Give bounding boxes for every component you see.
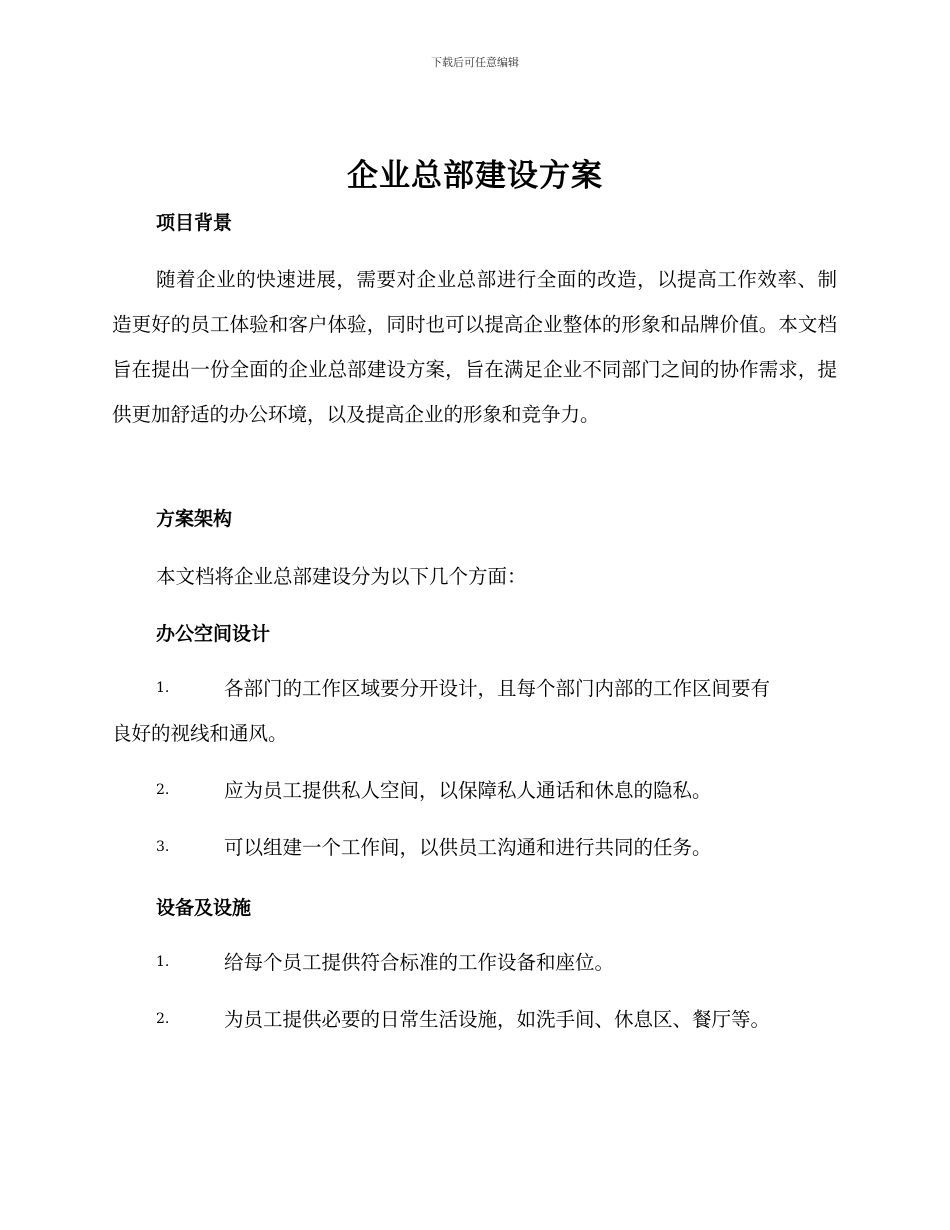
list-number: 1. bbox=[156, 680, 170, 696]
document-title: 企业总部建设方案 bbox=[347, 158, 603, 194]
list-text: 为员工提供必要的日常生活设施，如洗手间、休息区、餐厅等。 bbox=[224, 1008, 771, 1031]
list-text: 给每个员工提供符合标准的工作设备和座位。 bbox=[224, 951, 615, 974]
list-text: 可以组建一个工作间，以供员工沟通和进行共同的任务。 bbox=[224, 836, 712, 859]
list-item bbox=[112, 768, 837, 813]
list-item bbox=[112, 666, 837, 756]
section-heading-office-space: 办公空间设计 bbox=[156, 623, 271, 645]
section-heading-facilities: 设备及设施 bbox=[156, 897, 252, 919]
list-text-continued: 良好的视线和通风。 bbox=[112, 722, 288, 745]
section-heading-architecture: 方案架构 bbox=[156, 508, 233, 530]
list-text: 各部门的工作区域要分开设计，且每个部门内部的工作区间要有 bbox=[224, 677, 771, 700]
list-item bbox=[112, 997, 837, 1042]
list-item bbox=[112, 940, 837, 985]
list-text: 应为员工提供私人空间，以保障私人通话和休息的隐私。 bbox=[224, 779, 712, 802]
list-item bbox=[112, 825, 837, 870]
list-number: 2. bbox=[156, 782, 170, 798]
header-note: 下载后可任意编辑 bbox=[431, 56, 519, 69]
background-paragraph: 随着企业的快速进展，需要对企业总部进行全面的改造，以提高工作效率、制造更好的员工体验和客户体验，同时也可以提高企业整体的形象和品牌价值。本文档旨在提出一份全面的企业总部建设方案，旨在满足企业不同部门之间的协作需求，提供更加舒适的办公环境，以及提高企业的形象和竞争力。 bbox=[112, 268, 837, 426]
section-heading-background: 项目背景 bbox=[156, 212, 233, 234]
architecture-intro: 本文档将企业总部建设分为以下几个方面： bbox=[156, 565, 527, 588]
list-number: 2. bbox=[156, 1011, 170, 1027]
list-number: 3. bbox=[156, 839, 170, 855]
list-number: 1. bbox=[156, 954, 170, 970]
